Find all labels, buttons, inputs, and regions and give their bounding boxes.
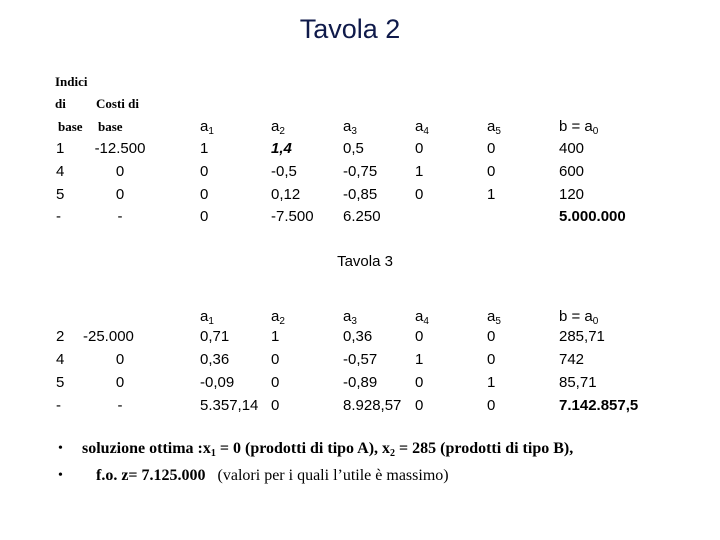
t2-r1-a1: 1 — [200, 140, 209, 157]
t2-r1-a4: 0 — [415, 140, 424, 157]
t2-r2-a2: -0,5 — [271, 163, 297, 180]
t3-r2-a3: -0,57 — [343, 351, 378, 368]
bullet-solution-sub1: 1 — [210, 448, 216, 459]
t2-r4-idx: - — [56, 208, 61, 225]
t3-r4-idx: - — [56, 397, 61, 414]
t3-r4-a3: 8.928,57 — [343, 397, 402, 414]
t3-col-header-a4: $a_4$ — [415, 308, 429, 327]
t2-r3-a5: 1 — [487, 186, 496, 203]
t3-r4-a1: 5.357,14 — [200, 397, 259, 414]
t3-r2-idx: 4 — [56, 351, 65, 368]
t2-r2-a4: 1 — [415, 163, 424, 180]
t2-r3-cost: 0 — [115, 186, 125, 203]
t3-col-header-a3: $a_3$ — [343, 308, 357, 327]
t2-r2-b: 600 — [559, 163, 585, 180]
t2-r1-cost: -12.500 — [94, 140, 146, 157]
col-header-a5: $a_5$ — [487, 118, 501, 137]
t3-r1-a1: 0,71 — [200, 328, 230, 345]
t3-r2-cost: 0 — [115, 351, 125, 368]
header-costi-di: Costi di — [96, 96, 139, 111]
t3-r2-a1: 0,36 — [200, 351, 230, 368]
t3-r1-b: 285,71 — [559, 328, 605, 345]
t3-r2-a5: 0 — [487, 351, 496, 368]
t3-r1-cost: -25.000 — [83, 328, 134, 345]
t2-r3-a3: -0,85 — [343, 186, 378, 203]
col-header-b: $b = a_0$ — [559, 118, 599, 137]
t2-r1-b: 400 — [559, 140, 585, 157]
col-header-a3: $a_3$ — [343, 118, 357, 137]
header-indici: Indici — [55, 74, 88, 89]
t2-r2-a5: 0 — [487, 163, 496, 180]
t2-r4-cost: - — [117, 208, 123, 225]
t3-r4-a5: 0 — [487, 397, 496, 414]
t2-r3-a2: 0,12 — [271, 186, 301, 203]
t3-r1-a2: 1 — [271, 328, 280, 345]
t2-r1-a2-pivot: 1,4 — [271, 140, 292, 157]
bullet-objective-value: f.o. z= 7.125.000 — [96, 467, 206, 484]
t3-r3-a2: 0 — [271, 374, 280, 391]
t3-col-header-b: $b = a_0$ — [559, 308, 599, 327]
header-di: di — [55, 96, 66, 111]
t2-r2-idx: 4 — [56, 163, 65, 180]
t2-r1-a5: 0 — [487, 140, 496, 157]
t3-r4-b: 7.142.857,5 — [559, 397, 639, 414]
t3-col-header-a2: $a_2$ — [271, 308, 285, 327]
bullet-objective — [96, 466, 449, 486]
t2-r1-a3: 0,5 — [343, 140, 364, 157]
t3-r3-b: 85,71 — [559, 374, 597, 391]
t3-r4-cost: - — [117, 397, 123, 414]
t3-r4-a2: 0 — [271, 397, 280, 414]
col-header-a4: $a_4$ — [415, 118, 429, 137]
t2-r1-idx: 1 — [56, 140, 65, 157]
t2-r4-a1: 0 — [200, 208, 209, 225]
t3-r3-a1: -0,09 — [200, 374, 235, 391]
t3-r2-b: 742 — [559, 351, 585, 368]
bullet-solution-prefix: soluzione ottima :x — [82, 440, 211, 457]
bullet-objective-note: (valori per i quali l’utile è massimo) — [217, 467, 449, 484]
t3-col-header-a1: $a_1$ — [200, 308, 214, 327]
table3-title: Tavola 3 — [337, 253, 393, 270]
t3-r3-a4: 0 — [415, 374, 424, 391]
col-header-a2: $a_2$ — [271, 118, 285, 137]
slide-title: Tavola 2 — [299, 14, 401, 44]
t3-r1-a5: 0 — [487, 328, 496, 345]
t3-r3-idx: 5 — [56, 374, 65, 391]
t2-r4-a2: -7.500 — [271, 208, 314, 225]
t3-r3-cost: 0 — [115, 374, 125, 391]
bullet-solution-mid: = 0 (prodotti di tipo A), x — [215, 440, 391, 457]
t3-r2-a2: 0 — [271, 351, 280, 368]
header-base-1: base — [58, 119, 83, 134]
t3-r1-idx: 2 — [56, 328, 65, 345]
t3-r1-a4: 0 — [415, 328, 424, 345]
t2-r2-cost: 0 — [115, 163, 125, 180]
t2-r3-a1: 0 — [200, 186, 209, 203]
t3-r4-a4: 0 — [415, 397, 424, 414]
t2-r3-a4: 0 — [415, 186, 424, 203]
t3-col-header-a5: $a_5$ — [487, 308, 501, 327]
t2-r2-a3: -0,75 — [343, 163, 378, 180]
t3-r1-a3: 0,36 — [343, 328, 373, 345]
t3-r3-a5: 1 — [487, 374, 496, 391]
t2-r4-b: 5.000.000 — [559, 208, 626, 225]
t3-r2-a4: 1 — [415, 351, 424, 368]
bullet-solution-sub2: 2 — [390, 448, 396, 459]
bullet-solution-end: = 285 (prodotti di tipo B), — [395, 440, 574, 457]
bullet-solution — [82, 439, 573, 459]
t2-r4-a3: 6.250 — [343, 208, 381, 225]
col-header-a1: $a_1$ — [200, 118, 214, 137]
bullet-marker-2: • — [58, 468, 63, 483]
t2-r3-idx: 5 — [56, 186, 65, 203]
header-base-2: base — [98, 119, 123, 134]
t2-r3-b: 120 — [559, 186, 585, 203]
bullet-marker-1: • — [58, 441, 63, 456]
t3-r3-a3: -0,89 — [343, 374, 378, 391]
t2-r2-a1: 0 — [200, 163, 209, 180]
